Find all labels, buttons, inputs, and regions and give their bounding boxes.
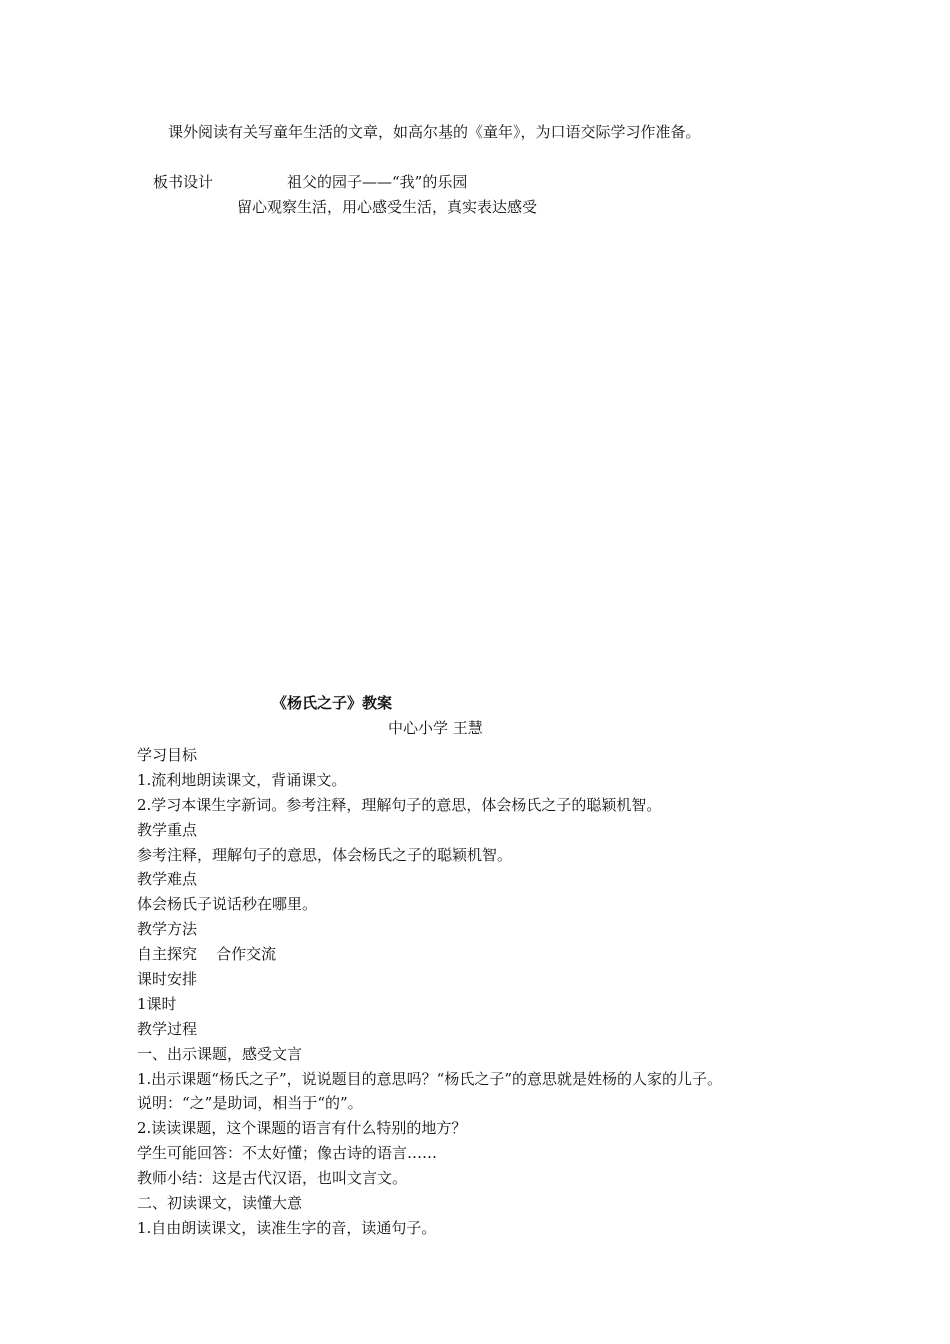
board-summary: 留心观察生活，用心感受生活，真实表达感受 — [237, 198, 538, 216]
process-item: 1.自由朗读课文，读准生字的音，读通句子。 — [137, 1218, 437, 1237]
process-item: 1.出示课题“杨氏之子”，说说题目的意思吗？“杨氏之子”的意思就是姓杨的人家的儿子。 — [137, 1069, 722, 1088]
section-heading-schedule: 课时安排 — [137, 970, 198, 989]
board-label: 板书设计 — [153, 173, 214, 191]
process-step-heading: 一、出示课题，感受文言 — [137, 1044, 303, 1063]
process-item: 2.读读课题，这个课题的语言有什么特别的地方？ — [137, 1119, 467, 1138]
focus-text: 参考注释，理解句子的意思，体会杨氏之子的聪颖机智。 — [137, 845, 513, 864]
reading-note: 课外阅读有关写童年生活的文章，如高尔基的《童年》，为口语交际学习作准备。 — [168, 123, 701, 141]
process-item: 学生可能回答：不太好懂；像古诗的语言…… — [137, 1144, 438, 1163]
process-item: 说明：“之”是助词，相当于“的”。 — [137, 1094, 363, 1113]
schedule-text: 1课时 — [137, 994, 177, 1013]
lesson-title: 《杨氏之子》教案 — [272, 694, 393, 712]
lesson-body — [137, 743, 897, 1241]
method-text: 自主探究 合作交流 — [137, 945, 277, 964]
section-heading-process: 教学过程 — [137, 1019, 198, 1038]
section-heading-goals: 学习目标 — [137, 746, 198, 764]
section-heading-focus: 教学重点 — [137, 820, 198, 839]
difficulty-text: 体会杨氏子说话秒在哪里。 — [137, 895, 318, 914]
process-item: 教师小结：这是古代汉语，也叫文言文。 — [137, 1169, 408, 1188]
lesson-author: 中心小学 王慧 — [388, 719, 483, 737]
section-heading-difficulty: 教学难点 — [137, 870, 198, 889]
section-heading-method: 教学方法 — [137, 920, 198, 939]
process-step-heading: 二、初读课文，读懂大意 — [137, 1194, 303, 1213]
goal-item: 2.学习本课生字新词。参考注释，理解句子的意思，体会杨氏之子的聪颖机智。 — [137, 795, 662, 814]
board-title: 祖父的园子——“我”的乐园 — [287, 173, 468, 191]
goal-item: 1.流利地朗读课文，背诵课文。 — [137, 770, 347, 789]
